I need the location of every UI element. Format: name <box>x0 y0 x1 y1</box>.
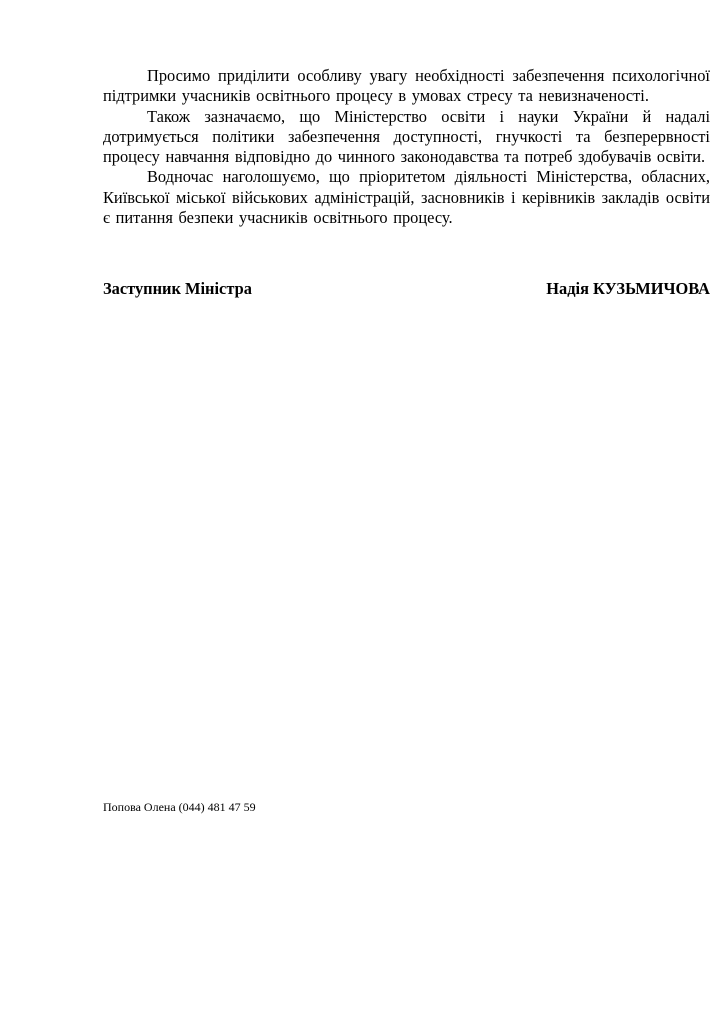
body-paragraph: Також зазначаємо, що Міністерство освіти і науки України й надалі дотримується політики забезпечення доступності, гнучкості та безперервності процесу навчання відповідно до чинного законодавства та потреб здобувачів освіти. <box>103 106 710 167</box>
signature-position-title: Заступник Міністра <box>103 279 252 299</box>
letter-body <box>103 66 710 228</box>
document-content <box>103 66 710 300</box>
signature-name: Надія КУЗЬМИЧОВА <box>546 279 710 299</box>
body-paragraph: Просимо приділити особливу увагу необхідності забезпечення психологічної підтримки учасників освітнього процесу в умовах стресу та невизначеності. <box>103 66 710 106</box>
body-paragraph: Водночас наголошуємо, що пріоритетом діяльності Міністерства, обласних, Київської міської військових адміністрацій, засновників і керівників закладів освіти є питання безпеки учасників освітнього процесу. <box>103 167 710 228</box>
signature-block <box>103 279 710 299</box>
footer-contact: Попова Олена (044) 481 47 59 <box>103 800 256 814</box>
